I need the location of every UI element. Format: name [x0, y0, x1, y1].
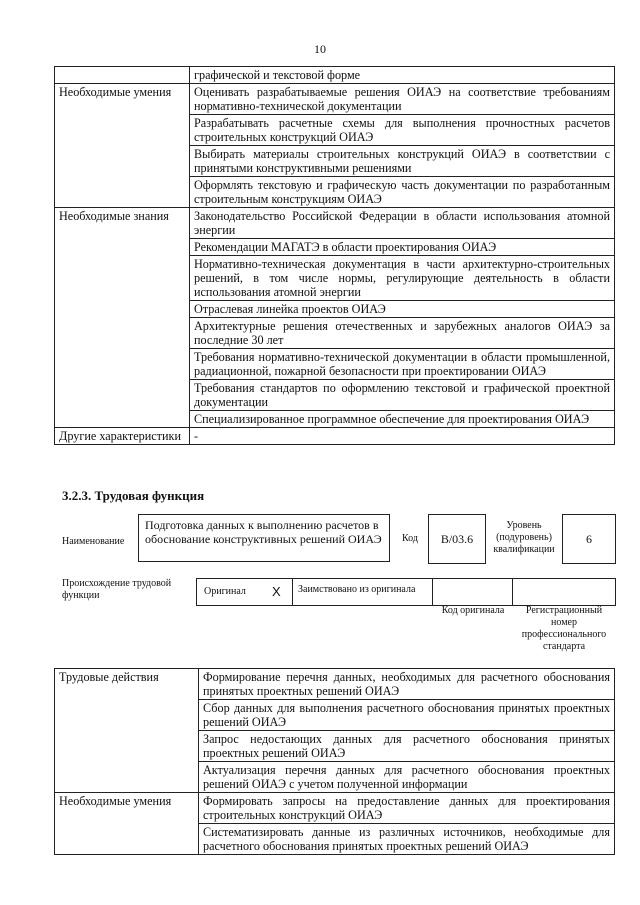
table-cell: графической и текстовой форме: [190, 67, 615, 84]
table-row: [55, 793, 615, 824]
table-cell: Актуализация перечня данных для расчетного обоснования проектных решений ОИАЭ с учетом полученной информации: [199, 762, 615, 793]
labor-actions-table: [54, 668, 615, 855]
row-label: [55, 67, 190, 84]
table-cell: Архитектурные решения отечественных и зарубежных аналогов ОИАЭ за последние 30 лет: [190, 318, 615, 349]
table-row: [55, 428, 615, 445]
function-name-box: [138, 514, 390, 562]
code-box: [428, 514, 486, 564]
table-row: [55, 669, 615, 700]
origin-divider: [292, 578, 293, 606]
table-cell: -: [190, 428, 615, 445]
table-cell: Выбирать материалы строительных конструкций ОИАЭ в соответствии с принятыми конструктивными решениями: [190, 146, 615, 177]
origin-divider: [512, 578, 513, 606]
page-number: 10: [314, 42, 326, 56]
name-label: Наименование: [62, 536, 125, 547]
reg-number-caption: Регистрационный номер профессионального стандарта: [521, 605, 607, 652]
table-row: [55, 208, 615, 239]
table-cell: Законодательство Российской Федерации в области использования атомной энергии: [190, 208, 615, 239]
row-label-other: Другие характеристики: [55, 428, 190, 445]
table-row: [55, 67, 615, 84]
code-value: В/03.6: [440, 531, 474, 546]
level-value: 6: [586, 531, 592, 546]
level-label: Уровень (подуровень) квалификации: [493, 520, 555, 555]
code-original-caption: Код оригинала: [441, 605, 505, 616]
table-cell: Требования стандартов по оформлению текстовой и графической проектной документации: [190, 380, 615, 411]
original-mark: X: [272, 584, 281, 599]
table-cell: Формировать запросы на предоставление данных для проектирования строительных конструкций ОИАЭ: [199, 793, 615, 824]
table-cell: Нормативно-техническая документация в части архитектурно-строительных решений, в том числе нормы, регулирующие деятельность в области использования атомной энергии: [190, 256, 615, 301]
origin-label: Происхождение трудовой функции: [62, 578, 172, 601]
origin-divider: [432, 578, 433, 606]
table-cell: Специализированное программное обеспечение для проектирования ОИАЭ: [190, 411, 615, 428]
code-label: Код: [402, 533, 418, 544]
level-box: [562, 514, 616, 564]
row-label-skills: Необходимые умения: [55, 84, 190, 208]
table-cell: Разрабатывать расчетные схемы для выполнения прочностных расчетов строительных конструкций ОИАЭ: [190, 115, 615, 146]
table-cell: Отраслевая линейка проектов ОИАЭ: [190, 301, 615, 318]
row-label-skills: Необходимые умения: [55, 793, 199, 855]
function-name: Подготовка данных к выполнению расчетов в обоснование конструктивных решений ОИАЭ: [145, 518, 382, 546]
table-cell: Формирование перечня данных, необходимых для расчетного обоснования принятых проектных решений ОИАЭ: [199, 669, 615, 700]
table-cell: Оценивать разрабатываемые решения ОИАЭ на соответствие требованиям нормативно-технической документации: [190, 84, 615, 115]
row-label-knowledge: Необходимые знания: [55, 208, 190, 428]
table-cell: Систематизировать данные из различных источников, необходимые для расчетного обоснования принятых проектных решений ОИАЭ: [199, 824, 615, 855]
borrowed-label: Заимствовано из оригинала: [298, 584, 416, 595]
table-cell: Сбор данных для выполнения расчетного обоснования принятых проектных решений ОИАЭ: [199, 700, 615, 731]
table-cell: Запрос недостающих данных для расчетного обоснования принятых проектных решений ОИАЭ: [199, 731, 615, 762]
table-row: [55, 84, 615, 115]
original-label: Оригинал: [204, 586, 246, 597]
section-heading: 3.2.3. Трудовая функция: [62, 488, 205, 503]
row-label-actions: Трудовые действия: [55, 669, 199, 793]
knowledge-skills-table: [54, 66, 615, 445]
table-cell: Требования нормативно-технической документации в области промышленной, радиационной, пожарной безопасности при проектировании ОИАЭ: [190, 349, 615, 380]
table-cell: Оформлять текстовую и графическую часть документации по разработанным строительным конструкциям ОИАЭ: [190, 177, 615, 208]
table-cell: Рекомендации МАГАТЭ в области проектирования ОИАЭ: [190, 239, 615, 256]
